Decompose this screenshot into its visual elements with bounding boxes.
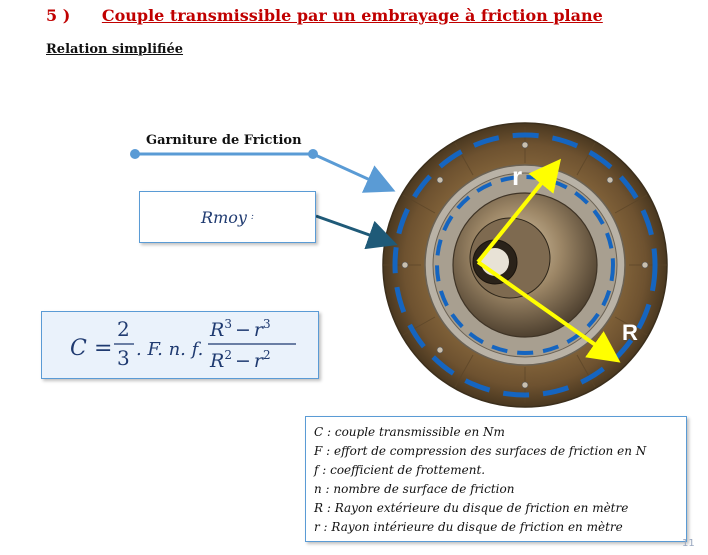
formula-num-exp1: 3 [224,317,232,331]
r-small-label: r [512,161,523,191]
rmoy-label: Rmoy [201,207,247,227]
rmoy-suffix: : [250,212,254,222]
formula-den-exp2: 2 [262,348,271,362]
garniture-leader [130,149,390,189]
formula-num-exp2: 3 [262,317,271,331]
legend-item-c: C : couple transmissible en Nm [314,425,505,439]
clutch-disc [383,123,667,407]
svg-text:R3−r3 [209,317,271,341]
formula-num-base2: r [253,319,263,341]
legend-item-f-coefficient: f : coefficient de frottement. [314,463,486,477]
page-number: 11 [682,538,695,549]
formula-frac-num: 2 [117,317,130,341]
formula-frac-den: 3 [117,346,130,370]
formula [42,312,318,378]
subheading: Relation simplifiée [46,42,184,57]
formula-box [41,311,319,379]
formula-den-base1: R [210,350,225,372]
formula-den-exp1: 2 [224,348,232,362]
legend-item-f-effort: F : effort de compression des surfaces de friction en N [314,444,647,458]
legend-item-n: n : nombre de surface de friction [314,482,515,496]
formula-den-base2: r [253,350,263,372]
formula-num-base1: R [210,319,225,341]
section-number: 5 ) [46,6,71,25]
legend-item-r-ext: R : Rayon extérieure du disque de friction en mètre [314,501,629,515]
formula-terms: . F. n. f. [136,339,204,360]
formula-den-minus: − [234,350,251,372]
garniture-label: Garniture de Friction [146,133,302,148]
legend-box [305,416,687,542]
svg-text:R2−r2 [209,348,271,372]
formula-eq: = [94,336,113,361]
rmoy-box [139,191,316,243]
r-big-label: R [622,320,638,345]
legend-item-r-int: r : Rayon intérieure du disque de friction en mètre [314,520,623,534]
section-title: Couple transmissible par un embrayage à friction plane [101,6,603,25]
formula-lhs: C [70,336,87,361]
rmoy-arrow [316,216,392,243]
formula-num-minus: − [234,319,251,341]
